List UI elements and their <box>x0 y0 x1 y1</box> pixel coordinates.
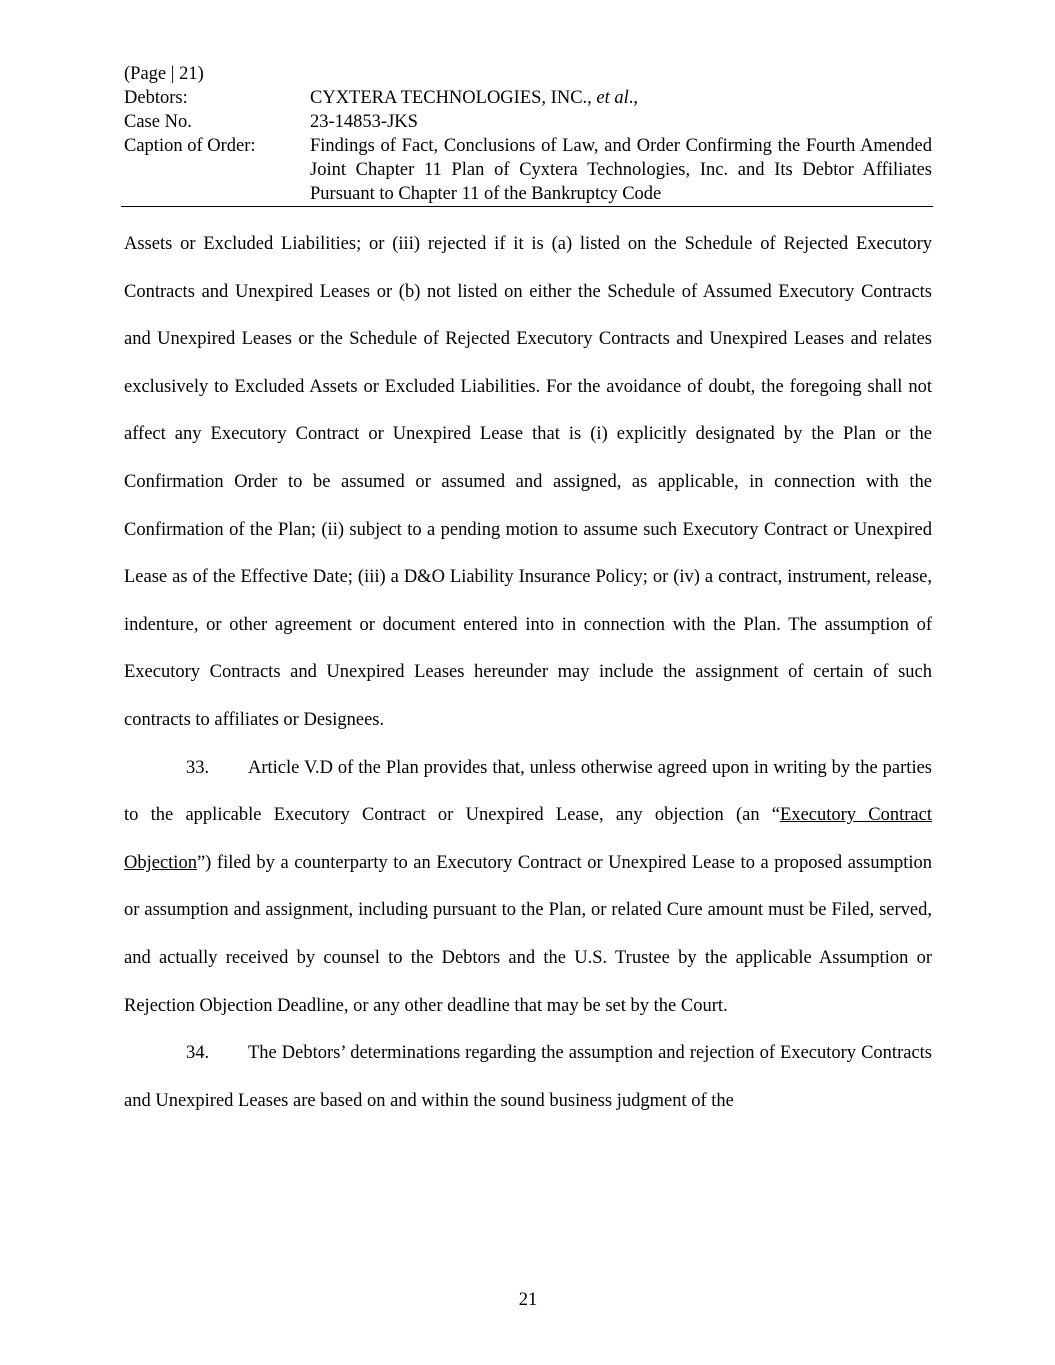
header-divider <box>121 206 933 207</box>
paragraph-33-text-b: ”) filed by a counterparty to an Executory Contract or Unexpired Lease to a proposed assumption or assumption and assignment, including pursuant to the Plan, or related Cure amount must be Filed, served, and actually received by counsel to the Debtors and the U.S. Trustee by the applicable Assumption or Rejection Objection Deadline, or any other deadline that may be set by the Court. <box>124 852 932 1016</box>
caption-value: Findings of Fact, Conclusions of Law, and Order Confirming the Fourth Amended Joint Chapter 11 Plan of Cyxtera Technologies, Inc. and Its Debtor Affiliates Pursuant to Chapter 11 of the Bankruptcy Code <box>310 136 932 204</box>
case-number-label: Case No. <box>124 112 192 132</box>
debtors-label: Debtors: <box>124 88 188 108</box>
page-number: 21 <box>518 1290 538 1310</box>
paragraph-33-number: 33. <box>186 757 210 778</box>
case-header <box>124 62 932 206</box>
caption-label: Caption of Order: <box>124 136 256 156</box>
paragraph-34-text: The Debtors’ determinations regarding the assumption and rejection of Executory Contracts and Unexpired Leases are based on and within the sound business judgment of the <box>124 1043 932 1111</box>
caption-row <box>124 134 932 206</box>
debtors-value <box>310 86 932 110</box>
page-reference-row <box>124 62 932 86</box>
debtors-name: CYXTERA TECHNOLOGIES, INC., <box>310 88 592 108</box>
paragraph-34 <box>124 1030 932 1125</box>
paragraph-33 <box>124 745 932 1031</box>
case-number-value: 23-14853-JKS <box>310 112 418 132</box>
defined-term-executory-contract-objection: Executory Contract Objection <box>124 805 932 873</box>
order-body <box>124 221 932 1125</box>
debtors-etal: et al <box>596 88 629 108</box>
debtors-suffix: ., <box>628 88 639 108</box>
paragraph-33-text-a: Article V.D of the Plan provides that, unless otherwise agreed upon in writing by the parties to the applicable Executory Contract or Unexpired Lease, any objection (an “ <box>124 757 932 826</box>
continued-paragraph: Assets or Excluded Liabilities; or (iii) rejected if it is (a) listed on the Schedule of Rejected Executory Contracts and Unexpired Leases or (b) not listed on either the Schedule of Assumed Executory Contracts and Unexpired Leases or the Schedule of Rejected Executory Contracts and Unexpired Leases and relates exclusively to Excluded Assets or Excluded Liabilities. For the avoidance of doubt, the foregoing shall not affect any Executory Contract or Unexpired Lease that is (i) explicitly designated by the Plan or the Confirmation Order to be assumed or assumed and assigned, as applicable, in connection with the Confirmation of the Plan; (ii) subject to a pending motion to assume such Executory Contract or Unexpired Lease as of the Effective Date; (iii) a D&O Liability Insurance Policy; or (iv) a contract, instrument, release, indenture, or other agreement or document entered into in connection with the Plan. The assumption of Executory Contracts and Unexpired Leases hereunder may include the assignment of certain of such contracts to affiliates or Designees. <box>124 234 932 730</box>
debtors-row <box>124 86 932 110</box>
paragraph-34-number: 34. <box>186 1043 210 1064</box>
page-reference: (Page | 21) <box>124 64 204 84</box>
case-number-row <box>124 110 932 134</box>
document-page <box>124 62 932 1310</box>
